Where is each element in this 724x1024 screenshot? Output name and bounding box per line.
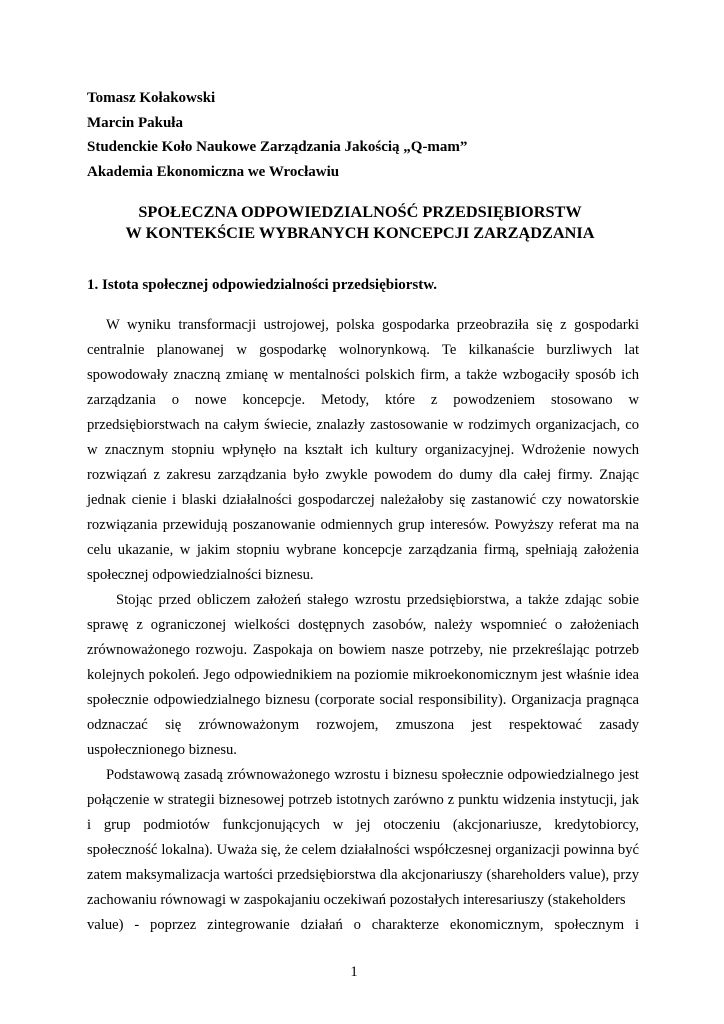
paragraph: Stojąc przed obliczem założeń stałego wzrostu przedsiębiorstwa, a także zdając sobie sprawę z ograniczonej wielkości dostępnych zasobów, należy wspomnieć o założeniach zrównoważonego rozwoju. Zaspokaja on bowiem nasze potrzeby, nie przekreślając potrzeb kolejnych pokoleń. Jego odpowiednikiem na poziomie mikroekonomicznym jest właśnie idea społecznie odpowiedzialnego biznesu (corporate social responsibility). Organizacja pragnąca odznaczać się zrównoważonym rozwojem, zmuszona jest respektować zasady uspołecznionego biznesu.	[87, 592, 639, 758]
paragraph-continuation: value) - poprzez zintegrowanie działań o charakterze ekonomicznym, społecznym i	[87, 917, 639, 933]
body-text	[87, 313, 639, 938]
paragraph: Podstawową zasadą zrównoważonego wzrostu i biznesu społecznie odpowiedzialnego jest połączenie w strategii biznesowej potrzeb istotnych zarówno z punktu widzenia instytucji, jak i grup podmiotów funkcjonujących w jej otoczeniu (akcjonariusze, kredytobiorcy, społeczność lokalna). Uważa się, że celem działalności współczesnej organizacji powinna być zatem maksymalizacja wartości przedsiębiorstwa dla akcjonariuszy (shareholders value), przy zachowaniu równowagi w zaspokajaniu oczekiwań pozostałych interesariuszy (stakeholders	[87, 767, 639, 908]
page-number: 1	[350, 964, 358, 980]
section-heading: 1. Istota społecznej odpowiedzialności przedsiębiorstw.	[87, 277, 437, 293]
author-name: Marcin Pakuła	[87, 114, 183, 131]
document-title	[60, 201, 660, 243]
affiliation-university: Akademia Ekonomiczna we Wrocławiu	[87, 163, 340, 180]
author-name: Tomasz Kołakowski	[87, 90, 216, 106]
affiliation-club: Studenckie Koło Naukowe Zarządzania Jakością „Q-mam”	[87, 139, 468, 156]
title-line: W KONTEKŚCIE WYBRANYCH KONCEPCJI ZARZĄDZANIA	[125, 223, 595, 242]
paragraph: W wyniku transformacji ustrojowej, polska gospodarka przeobraziła się z gospodarki centralnie planowanej w gospodarkę wolnorynkową. Te kilkanaście burzliwych lat spowodowały znaczną zmianę w mentalności polskich firm, a także wzbogaciły sposób ich zarządzania o nowe koncepcje. Metody, które z powodzeniem stosowano w przedsiębiorstwach na całym świecie, znalazły zastosowanie w rodzimych organizacjach, co w znacznym stopniu wpłynęło na kształt ich kultury organizacyjnej. Wdrożenie nowych rozwiązań z zakresu zarządzania było zwykle powodem do dumy dla całej firmy. Znając jednak cienie i blaski działalności gospodarczej należałoby się zastanowić czy nowatorskie rozwiązania przewidują poszanowanie odmiennych grup interesów. Powyższy referat ma na celu ukazanie, w jakim stopniu wybrane koncepcje zarządzania firmą, spełniają założenia społecznej odpowiedzialności biznesu.	[87, 317, 639, 583]
author-block	[87, 86, 647, 184]
title-line: SPOŁECZNA ODPOWIEDZIALNOŚĆ PRZEDSIĘBIORSTW	[138, 202, 582, 221]
